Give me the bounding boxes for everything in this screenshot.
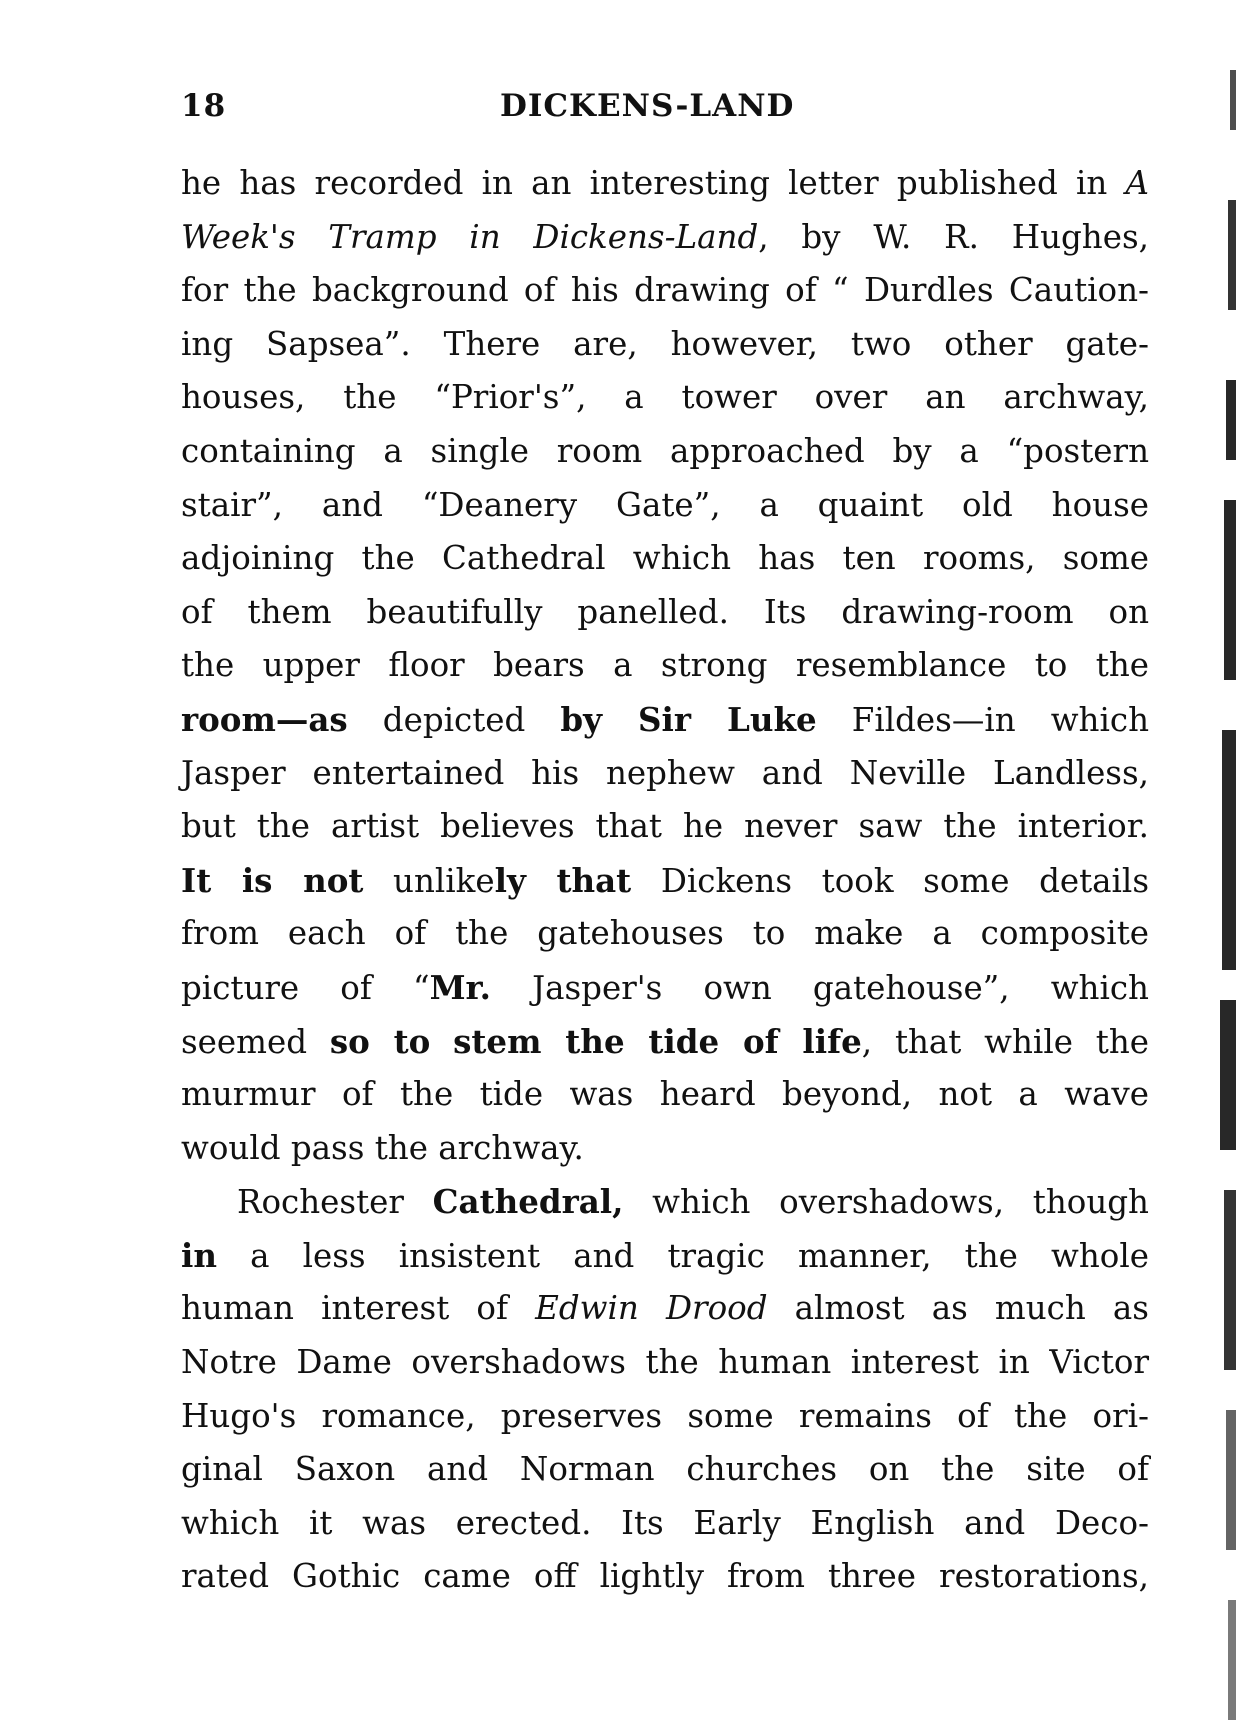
text-line (181, 211, 1149, 265)
text-run: which overshadows, though (623, 1183, 1149, 1222)
bold-text: ly that (494, 860, 632, 900)
text-run: Jasper entertained his nephew and Neville Landless, (181, 753, 1149, 792)
text-line (181, 371, 1149, 425)
bold-text: by Sir Luke (560, 699, 817, 739)
text-run: picture of “ (181, 968, 430, 1007)
italic-text: Week's Tramp in Dickens-Land (181, 217, 759, 256)
text-run: a less insistent and tragic manner, the whole (216, 1236, 1149, 1275)
text-run: he has recorded in an interesting letter published in (181, 164, 1126, 202)
text-line (181, 1229, 1149, 1283)
text-run: Dickens took some details (631, 861, 1150, 900)
text-run: Fildes—in which (816, 700, 1150, 739)
text-line (181, 747, 1149, 801)
text-run: unlike (363, 861, 495, 900)
text-run: , by W. R. Hughes, (758, 217, 1149, 256)
text-line (181, 1443, 1149, 1497)
text-run: the upper floor bears a strong resemblance to the (181, 646, 1149, 685)
text-run: human interest of (181, 1289, 536, 1328)
body-text (181, 157, 1149, 1604)
text-run: rated Gothic came off lightly from three restorations, (181, 1557, 1149, 1596)
page-number: 18 (181, 88, 227, 124)
text-line (181, 1175, 1149, 1229)
text-run: Notre Dame overshadows the human interest in Victor (181, 1343, 1149, 1382)
text-run: which it was erected. Its Early English and Deco- (181, 1503, 1149, 1542)
text-run: houses, the “Prior's”, a tower over an archway, (181, 378, 1149, 417)
text-line (181, 907, 1149, 961)
text-line (181, 1497, 1149, 1551)
text-line (181, 318, 1149, 372)
text-line (181, 1336, 1149, 1390)
text-line (181, 1550, 1149, 1604)
text-run: Hugo's romance, preserves some remains of the ori- (181, 1396, 1149, 1435)
scan-edge-shadow (1200, 40, 1250, 1736)
text-run: containing a single room approached by a “postern (181, 431, 1149, 470)
text-run: stair”, and “Deanery Gate”, a quaint old house (181, 485, 1149, 524)
text-run: seemed (181, 1022, 330, 1061)
text-line (181, 264, 1149, 318)
bold-text: stem the tide of life (453, 1021, 862, 1061)
text-line (181, 157, 1149, 211)
text-line (181, 800, 1149, 854)
text-run: adjoining the Cathedral which has ten rooms, some (181, 539, 1149, 578)
bold-text: Cathedral, (432, 1182, 624, 1222)
text-line (181, 693, 1149, 747)
page-header (181, 88, 1141, 132)
text-run: Rochester (237, 1183, 433, 1222)
text-line (181, 1390, 1149, 1444)
italic-text: A (1125, 164, 1149, 202)
text-run: murmur of the tide was heard beyond, not a wave (181, 1075, 1149, 1114)
text-line (181, 532, 1149, 586)
text-line (181, 961, 1149, 1015)
bold-text: Mr. (429, 967, 491, 1007)
text-line (181, 1068, 1149, 1122)
text-run: for the background of his drawing of “ Durdles Caution- (181, 271, 1149, 310)
text-run: from each of the gatehouses to make a composite (181, 914, 1149, 953)
bold-text: It is not (181, 860, 364, 900)
text-line (181, 1122, 1149, 1176)
italic-text: Edwin Drood (535, 1289, 768, 1328)
text-run: ginal Saxon and Norman churches on the site of (181, 1450, 1149, 1489)
bold-text: room—as (181, 699, 348, 739)
text-run: ing Sapsea”. There are, however, two other gate- (181, 324, 1149, 363)
text-line (181, 1015, 1149, 1069)
text-run: , that while the (861, 1022, 1149, 1061)
bold-text: in (181, 1235, 217, 1275)
text-run: depicted (347, 700, 561, 739)
bold-text: so to (329, 1021, 431, 1061)
text-run: but the artist believes that he never saw the interior. (181, 807, 1149, 846)
text-line (181, 854, 1149, 908)
text-line (181, 1282, 1149, 1336)
text-line (181, 639, 1149, 693)
text-line (181, 425, 1149, 479)
text-run: would pass the archway. (181, 1128, 584, 1167)
running-head: DICKENS-LAND (500, 88, 795, 124)
text-line (181, 479, 1149, 533)
text-run: almost as much as (767, 1289, 1149, 1328)
text-run: of them beautifully panelled. Its drawing-room on (181, 592, 1149, 631)
text-line (181, 586, 1149, 640)
text-run (430, 1023, 453, 1061)
text-run: Jasper's own gatehouse”, which (491, 968, 1149, 1007)
